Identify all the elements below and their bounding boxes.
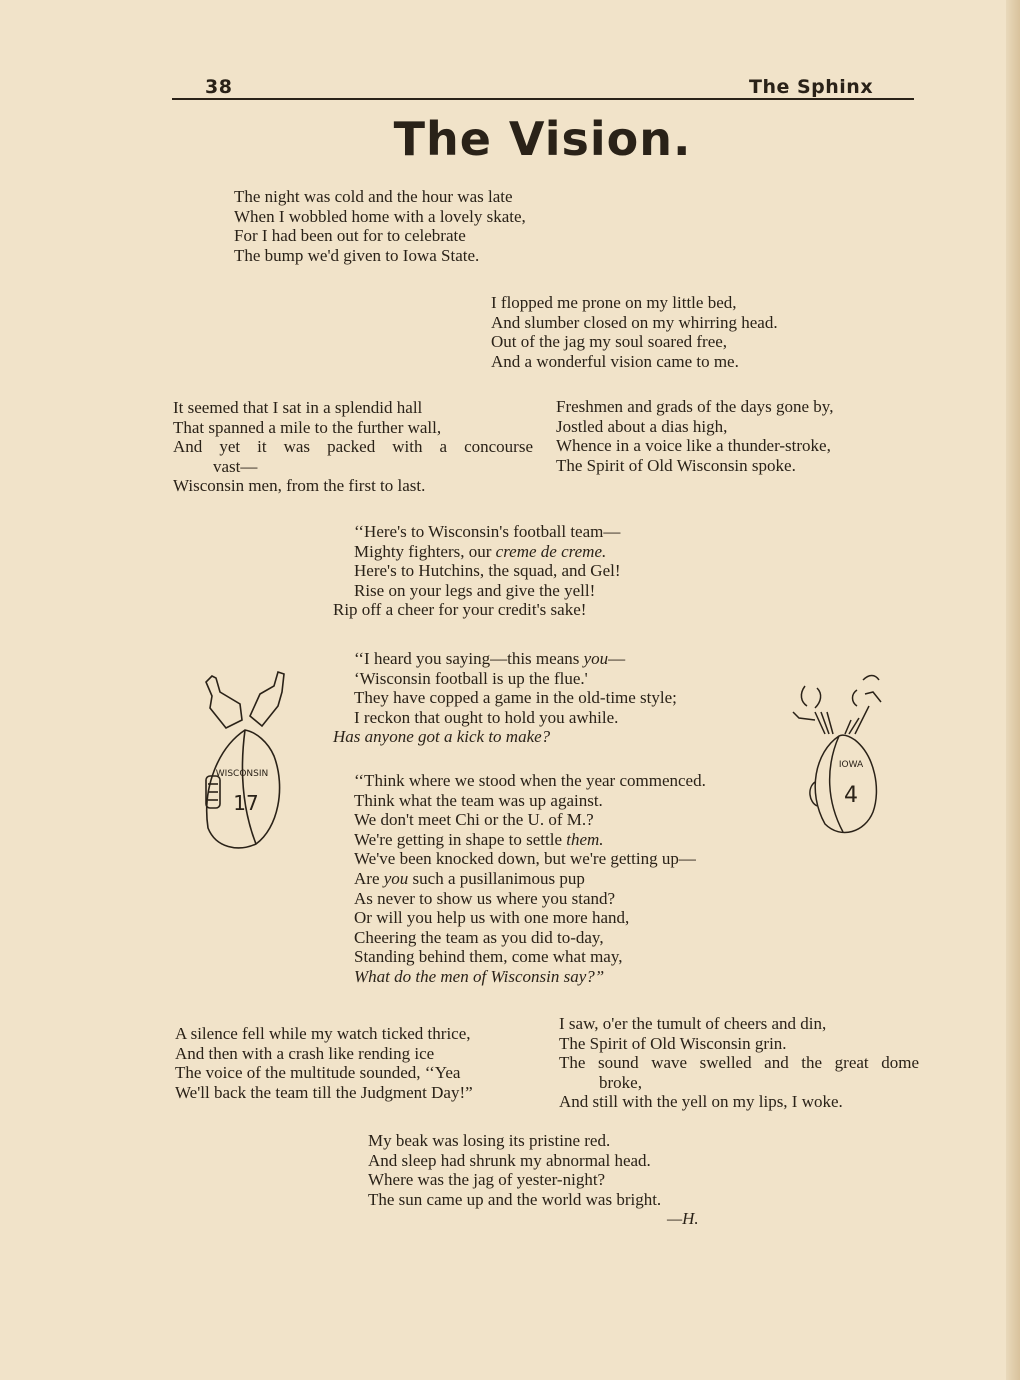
stanza-5 <box>333 522 621 620</box>
poem-line: The sound wave swelled and the great dome <box>559 1053 919 1073</box>
wisconsin-football-drawing <box>198 668 293 853</box>
stanza-3 <box>173 398 533 496</box>
poem-line: ‘‘Think where we stood when the year commenced. <box>354 771 706 790</box>
iowa-football-illustration <box>785 672 900 842</box>
bottle-left <box>206 676 242 728</box>
poem-line: The Spirit of Old Wisconsin spoke. <box>556 455 796 475</box>
poem-line: Rise on your legs and give the yell! <box>354 580 596 600</box>
poem-line: For I had been out for to celebrate <box>234 226 466 246</box>
stanza-1 <box>234 187 526 265</box>
poem-line: That spanned a mile to the further wall, <box>173 417 442 437</box>
poem-line: broke, <box>599 1072 642 1092</box>
poem-line: The night was cold and the hour was late <box>234 187 513 206</box>
ball-score: 17 <box>233 791 259 815</box>
poem-line <box>333 542 621 562</box>
bottle-right <box>250 672 284 726</box>
poem-line: Whence in a voice like a thunder-stroke, <box>556 436 831 456</box>
stanza-8 <box>175 1024 473 1102</box>
ball-label: IOWA <box>838 760 864 770</box>
poem-line: Where was the jag of yester-night? <box>368 1170 606 1190</box>
poem-line: The Spirit of Old Wisconsin grin. <box>559 1033 787 1053</box>
running-title: The Sphinx <box>749 76 874 98</box>
poem-line: The bump we'd given to Iowa State. <box>234 245 480 265</box>
poem-line: I saw, o'er the tumult of cheers and din, <box>559 1014 827 1033</box>
poem-line: Cheering the team as you did to-day, <box>354 927 604 947</box>
header-rule <box>172 98 914 100</box>
line-italic: you <box>583 649 609 668</box>
line-italic: them. <box>566 829 604 849</box>
poem-line: Here's to Hutchins, the squad, and Gel! <box>354 561 621 581</box>
poem-line: They have copped a game in the old-time style; <box>354 688 677 708</box>
line-text: Mighty fighters, our <box>354 541 496 561</box>
poem-line: ‘‘Here's to Wisconsin's football team— <box>354 522 621 541</box>
iowa-football-drawing <box>785 672 900 842</box>
stanza-4 <box>556 397 833 475</box>
wisconsin-football-illustration <box>198 668 293 853</box>
poem-line <box>354 869 706 889</box>
line-text: ‘‘I heard you saying—this means <box>354 649 584 668</box>
stanza-2 <box>491 293 778 371</box>
stanza-6 <box>333 649 677 747</box>
line-text: We're getting in shape to settle <box>354 829 567 849</box>
page-number: 38 <box>205 76 233 98</box>
poem-line: And a wonderful vision came to me. <box>491 351 739 371</box>
poem-line <box>354 830 706 850</box>
poem-line: We'll back the team till the Judgment Day!” <box>175 1082 473 1102</box>
poem-line: Or will you help us with one more hand, <box>354 908 630 928</box>
poem-line: Out of the jag my soul soared free, <box>491 332 728 352</box>
poem-line: And still with the yell on my lips, I woke. <box>559 1092 843 1112</box>
poem-line: Has anyone got a kick to make? <box>333 727 551 747</box>
poem-line: ‘Wisconsin football is up the flue.' <box>354 668 588 688</box>
poem-line: It seemed that I sat in a splendid hall <box>173 398 423 417</box>
line-text: such a pusillanimous pup <box>408 868 585 888</box>
poem-line <box>333 649 677 669</box>
ball-score: 4 <box>844 783 858 808</box>
poem-line: What do the men of Wisconsin say?” <box>354 966 605 986</box>
poem-line: We've been knocked down, but we're getting up— <box>354 849 696 869</box>
poem-line: The voice of the multitude sounded, ‘‘Yea <box>175 1063 461 1083</box>
poem-line: Freshmen and grads of the days gone by, <box>556 397 834 416</box>
poem-line: And yet it was packed with a concourse <box>173 437 533 457</box>
stanza-10 <box>368 1131 661 1209</box>
poem-line: We don't meet Chi or the U. of M.? <box>354 810 594 830</box>
poem-line: I reckon that ought to hold you awhile. <box>354 707 619 727</box>
poem-line: The sun came up and the world was bright. <box>368 1189 662 1209</box>
poem-line: And slumber closed on my whirring head. <box>491 312 778 332</box>
line-italic: creme de creme. <box>495 541 607 561</box>
poem-line: Standing behind them, come what may, <box>354 947 623 967</box>
poem-line: Rip off a cheer for your credit's sake! <box>333 600 587 620</box>
poem-line: Wisconsin men, from the first to last. <box>173 476 426 496</box>
poem-line: And then with a crash like rending ice <box>175 1043 435 1063</box>
poem-line: And sleep had shrunk my abnormal head. <box>368 1150 651 1170</box>
stanza-9 <box>559 1014 919 1112</box>
stanza-7 <box>354 771 706 987</box>
line-italic: you <box>383 868 409 888</box>
poem-line: When I wobbled home with a lovely skate, <box>234 206 526 226</box>
poem-line: Think what the team was up against. <box>354 790 603 810</box>
poem-title: The Vision. <box>393 112 692 166</box>
poem-line: A silence fell while my watch ticked thrice, <box>175 1024 471 1043</box>
poem-line: vast— <box>213 456 258 476</box>
line-text: — <box>608 649 626 668</box>
ball-label: WISCONSIN <box>215 769 269 779</box>
author-signature: —H. <box>667 1209 699 1228</box>
page-edge <box>1006 0 1020 1380</box>
poem-line: My beak was losing its pristine red. <box>368 1131 611 1150</box>
line-text: Are <box>354 868 384 888</box>
poem-line: I flopped me prone on my little bed, <box>491 293 737 312</box>
poem-line: As never to show us where you stand? <box>354 888 616 908</box>
poem-line: Jostled about a dias high, <box>556 416 728 436</box>
